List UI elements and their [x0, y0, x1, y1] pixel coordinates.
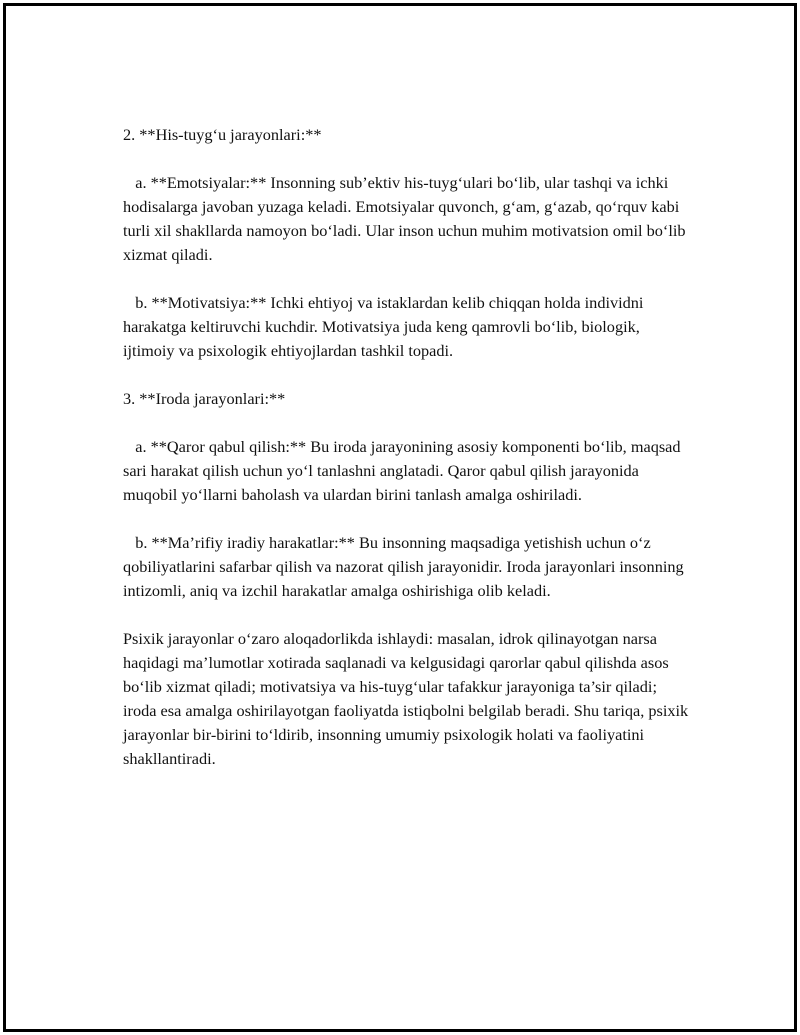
paragraph-emotions: a. **Emotsiyalar:** Insonning sub’ektiv his-tuyg‘ulari bo‘lib, ular tashqi va ichki hodisalarga javoban yuzaga keladi. Emotsiyalar quvonch, g‘am, g‘azab, qo‘rquv kabi turli xil shakllarda namoyon bo‘ladi. Ular inson uchun muhim motivatsion omil bo‘lib xizmat qiladi.: [123, 173, 690, 264]
section-heading-will: 3. **Iroda jarayonlari:**: [123, 389, 286, 408]
document-body: [123, 123, 693, 795]
paragraph-motivation: b. **Motivatsiya:** Ichki ehtiyoj va istaklardan kelib chiqqan holda individni harakatga keltiruvchi kuchdir. Motivatsiya juda keng qamrovli bo‘lib, biologik, ijtimoiy va psixologik ehtiyojlardan tashkil topadi.: [123, 293, 648, 360]
paragraph-decision-making: a. **Qaror qabul qilish:** Bu iroda jarayonining asosiy komponenti bo‘lib, maqsad sari harakat qilish uchun yo‘l tanlashni anglatadi. Qaror qabul qilish jarayonida muqobil yo‘llarni baholash va ulardan birini tanlash amalga oshiriladi.: [123, 437, 685, 504]
document-page: [3, 3, 797, 1032]
paragraph-conclusion: Psixik jarayonlar o‘zaro aloqadorlikda ishlaydi: masalan, idrok qilinayotgan narsa haqidagi ma’lumotlar xotirada saqlanadi va kelgusidagi qarorlar qabul qilishda asos bo‘lib xizmat qiladi; motivatsiya va his-tuyg‘ular tafakkur jarayoniga ta’sir qiladi; iroda esa amalga oshirilayotgan faoliyatda istiqbolni belgilab beradi. Shu tariqa, psixik jarayonlar bir-birini to‘ldirib, insonning umumiy psixologik holati va faoliyatini shakllantiradi.: [123, 629, 693, 768]
paragraph-volitional-actions: b. **Ma’rifiy iradiy harakatlar:** Bu insonning maqsadiga yetishish uchun o‘z qobiliyatlarini safarbar qilish va nazorat qilish jarayonidir. Iroda jarayonlari insonning intizomli, aniq va izchil harakatlar amalga oshirishiga olib keladi.: [123, 533, 688, 600]
section-heading-emotions: 2. **His-tuyg‘u jarayonlari:**: [123, 125, 322, 144]
